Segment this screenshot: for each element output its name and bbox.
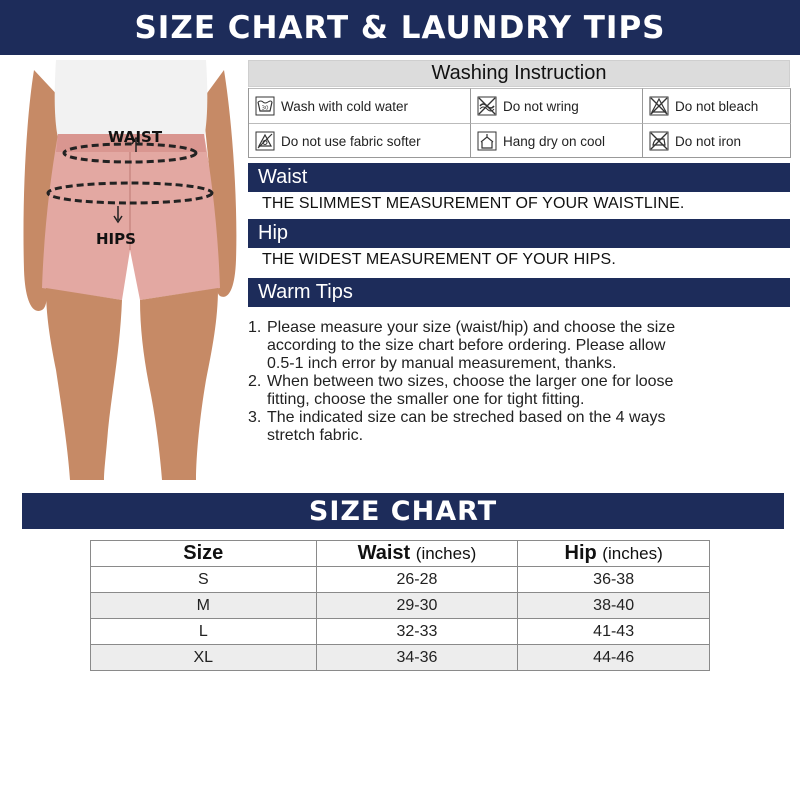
wash-item-no-softener xyxy=(249,123,471,158)
warm-tips-header: Warm Tips xyxy=(248,278,790,307)
wash-item-label: Do not iron xyxy=(675,133,742,149)
tip-item xyxy=(248,373,788,409)
waist-description: THE SLIMMEST MEASUREMENT OF YOUR WAISTLINE. xyxy=(262,195,685,212)
wash-item-hang-dry xyxy=(471,123,643,158)
hip-description: THE WIDEST MEASUREMENT OF YOUR HIPS. xyxy=(262,251,616,268)
size-cell: S xyxy=(91,567,317,593)
size-column-header: Size xyxy=(91,541,317,567)
no-softener-icon xyxy=(255,131,275,151)
waist-cell: 26-28 xyxy=(316,567,518,593)
size-chart-table xyxy=(90,540,710,671)
wash-item-label: Hang dry on cool xyxy=(503,133,606,149)
washing-instruction-grid xyxy=(248,88,790,158)
waist-cell: 34-36 xyxy=(316,645,518,671)
model-shorts-illustration xyxy=(12,60,244,480)
tip-text: When between two sizes, choose the larger one for loose fitting, choose the smaller one for tight fitting. xyxy=(267,373,674,408)
hip-header: Hip xyxy=(248,219,790,248)
wash-item-cold-water xyxy=(249,88,471,123)
wash-item-no-iron xyxy=(643,123,791,158)
size-cell: L xyxy=(91,619,317,645)
tip-item xyxy=(248,319,788,373)
table-row xyxy=(91,645,710,671)
hip-cell: 38-40 xyxy=(518,593,710,619)
waist-header: Waist xyxy=(248,163,790,192)
hip-cell: 44-46 xyxy=(518,645,710,671)
wash-item-label: Wash with cold water xyxy=(281,98,409,114)
wash-item-label: Do not wring xyxy=(503,98,579,114)
tip-number: 1. xyxy=(248,319,262,336)
hip-column-header: Hip (inches) xyxy=(518,541,710,567)
product-photo xyxy=(12,60,244,480)
wash-item-label: Do not bleach xyxy=(675,98,759,114)
wash-item-no-wring xyxy=(471,88,643,123)
waist-label: WAIST xyxy=(108,128,163,146)
table-row xyxy=(91,593,710,619)
svg-text:30: 30 xyxy=(261,105,269,112)
no-wring-icon xyxy=(477,96,497,116)
page-title: SIZE CHART & LAUNDRY TIPS xyxy=(0,0,800,55)
size-cell: XL xyxy=(91,645,317,671)
warm-tips-list xyxy=(248,319,788,445)
wash-item-no-bleach xyxy=(643,88,791,123)
table-row xyxy=(91,567,710,593)
waist-cell: 29-30 xyxy=(316,593,518,619)
size-chart-title: SIZE CHART xyxy=(22,493,784,529)
tip-item xyxy=(248,409,788,445)
tip-number: 2. xyxy=(248,373,262,390)
wash-item-label: Do not use fabric softer xyxy=(281,133,421,149)
waist-column-header: Waist (inches) xyxy=(316,541,518,567)
waist-cell: 32-33 xyxy=(316,619,518,645)
no-iron-icon xyxy=(649,131,669,151)
tip-text: The indicated size can be streched based on the 4 ways stretch fabric. xyxy=(267,409,666,444)
hip-cell: 41-43 xyxy=(518,619,710,645)
hip-cell: 36-38 xyxy=(518,567,710,593)
table-row xyxy=(91,619,710,645)
no-bleach-icon xyxy=(649,96,669,116)
tip-number: 3. xyxy=(248,409,262,426)
washing-instruction-header: Washing Instruction xyxy=(248,60,790,87)
cold-wash-icon xyxy=(255,96,275,116)
size-cell: M xyxy=(91,593,317,619)
hang-dry-icon xyxy=(477,131,497,151)
hips-label: HIPS xyxy=(96,230,136,248)
tip-text: Please measure your size (waist/hip) and choose the size according to the size chart before ordering. Please allow 0.5-1 inch error by manual measurement, thanks. xyxy=(267,319,676,372)
table-header-row xyxy=(91,541,710,567)
